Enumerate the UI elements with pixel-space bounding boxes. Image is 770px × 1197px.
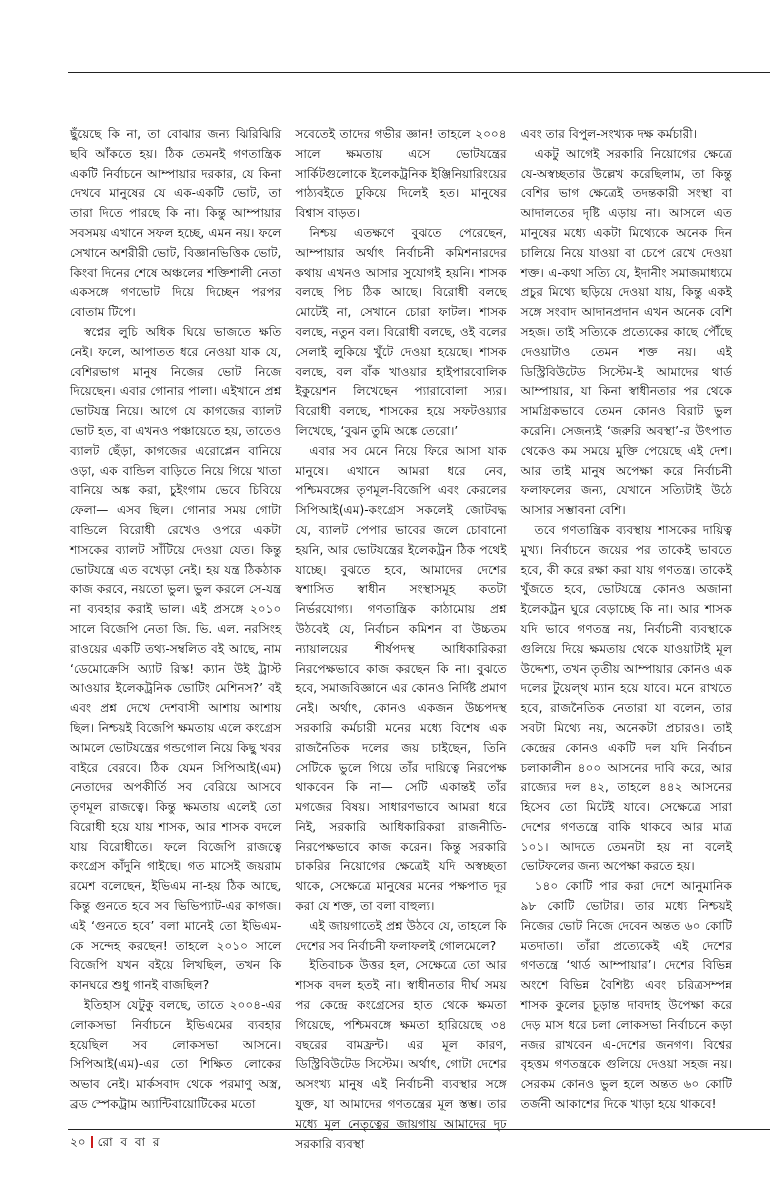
- header-rule: [68, 72, 770, 73]
- article-column-3: [521, 125, 732, 1125]
- folio-separator: [91, 1136, 93, 1148]
- page-footer: [70, 1133, 161, 1151]
- paragraph: এবং তার বিপুল-সংখ্যক দক্ষ কর্মচারী।: [520, 127, 698, 141]
- article-column-2: [295, 125, 507, 1151]
- paragraph: নিশ্চয় এতক্ষণে বুঝতে পেরেছেন, আম্পায়ার অর্থাৎ নির্বাচনী কমিশনারদের কথায় এখনও আসার সুযোগই হয়নি। শাসক বলছে পিচ ঠিক আছে। বিরোধী বলছে মোটেই না, সেখানে চোরা ফাটল। শাসক বলছে, নতুন বল। বিরোধী বলছে, ওই বলের সেলাই লুকিয়ে খুঁটে দেওয়া হয়েছে। শাসক বলছে, বল বাঁক খাওয়ার হাইপারবোলিক ইকুয়েশন লিখেছেন প্যারাবোলা স্যর। বিরোধী বলছে, শাসকের হয়ে সফটওয়্যার লিখেছে, ‘বুঝন তুমি অঙ্কে তেরো।’: [295, 225, 507, 438]
- paragraph: তবে গণতান্ত্রিক ব্যবস্থায় শাসকের দায়িত্ব মুখ্য। নির্বাচনে জয়ের পর তাকেই ভাবতে হবে, কী করে রক্ষা করা যায় গণতন্ত্র। তাকেই খুঁজতে হবে, ভোটযন্ত্রে কোনও অজানা ইলেকট্রন ঘুরে বেড়াচ্ছে কি না। আর শাসক যদি ভাবে গণতন্ত্র নয়, নির্বাচনী ব্যবস্থাকে গুলিয়ে দিয়ে ক্ষমতায় থেকে যাওয়াটাই মূল উদ্দেশ্য, তখন তৃতীয় আম্পায়ার কোনও এক দলের টুয়েল্‌থ ম্যান হয়ে যাবে। মনে রাখতে হবে, রাজনৈতিক নেতারা যা বলেন, তার সবটা মিথ্যে নয়, অনেকটা প্রচারও। তাই কেন্দ্রের কোনও একটি দল যদি নির্বাচন চলাকালীন ৪০০ আসনের দাবি করে, আর রাজ্যের দল ৪২, তাহলে ৪৪২ আসনের হিসেব তো মিটেই যাবে। সেক্ষেত্রে সারা দেশের গণতন্ত্রে বাকি থাকবে আর মাত্র ১০১। আদতে তেমনটা হয় না বলেই ভোটফলের জন্য অপেক্ষা করতে হয়।: [520, 522, 732, 874]
- paragraph: একটু আগেই সরকারি নিয়োগের ক্ষেত্রে যে-অস্বচ্ছতার উল্লেখ করেছিলাম, তা কিন্তু বেশির ভাগ ক্ষেত্রেই তদন্তকারী সংস্থা বা আদালতের দৃষ্টি এড়ায় না। আসলে এত মানুষের মধ্যে একটা মিথ্যেকে অনেক দিন চালিয়ে নিয়ে যাওয়া বা চেপে রেখে দেওয়া শক্ত। এ-কথা সত্যি যে, ইদানীং সমাজমাধ্যমে প্রচুর মিথ্যে ছড়িয়ে দেওয়া যায়, কিন্তু একই সঙ্গে সংবাদ আদানপ্রদান এখন অনেক বেশি সহজ। তাই সত্যিকে প্রত্যেকের কাছে পৌঁছে দেওয়াটাও তেমন শক্ত নয়। এই ডিস্ট্রিবিউটেড সিস্টেম-ই আমাদের থার্ড আম্পায়ার, যা কিনা স্বাধীনতার পর থেকে সামগ্রিকভাবে তেমন কোনও বিরাট ভুল করেনি। সেজন্যই ‘জরুরি অবস্থা’-র উৎপাত থেকেও কম সময়ে মুক্তি পেয়েছে এই দেশ। আর তাই মানুষ অপেক্ষা করে নির্বাচনী ফলাফলের জন্য, যেখানে সত্যিটাই উঠে আসার সম্ভাবনা বেশি।: [520, 146, 732, 518]
- paragraph: এই জায়গাতেই প্রশ্ন উঠবে যে, তাহলে কি দেশের সব নির্বাচনী ফলাফলই গোলমেলে?: [295, 918, 507, 953]
- paragraph: এবার সব মেনে নিয়ে ফিরে আসা যাক মানুষে। এখানে আমরা ধরে নেব, পশ্চিমবঙ্গের তৃণমূল-বিজেপি এবং কেরলের সিপিআই(এম)-কংগ্রেস সকলেই জোটবদ্ধ যে, ব্যালট পেপার ভাবের জলে চোবানো হয়নি, আর ভোটযন্ত্রের ইলেকট্রন ঠিক পথেই যাচ্ছে। বুঝতে হবে, আমাদের দেশের স্বশাসিত স্বাধীন সংস্থাসমূহ কতটা নির্ভরযোগ্য। গণতান্ত্রিক কাঠামোয় প্রশ্ন উঠবেই যে, নির্বাচন কমিশন বা উচ্চতম ন্যায়ালয়ের শীর্ষপদস্থ আধিকারিকরা নিরপেক্ষভাবে কাজ করছেন কি না। বুঝতে হবে, সমাজবিজ্ঞানে এর কোনও নির্দিষ্ট প্রমাণ নেই। অর্থাৎ, কোনও একজন উচ্চপদস্থ সরকারি কর্মচারী মনের মধ্যে বিশেষ এক রাজনৈতিক দলের জয় চাইছেন, তিনি সেটিকে ভুলে গিয়ে তাঁর দায়িত্বে নিরপেক্ষ থাকবেন কি না— সেটি একান্তই তাঁর মগজের বিষয়। সাধারণভাবে আমরা ধরে নিই, সরকারি আধিকারিকরা রাজনীতি-নিরপেক্ষভাবে কাজ করেন। কিন্তু সরকারি চাকরির নিয়োগের ক্ষেত্রেই যদি অস্বচ্ছতা থাকে, সেক্ষেত্রে মানুষের মনের পক্ষপাত দূর করা যে শক্ত, তা বলা বাহুল্য।: [295, 443, 507, 914]
- paragraph: ছুঁয়েছে কি না, তা বোঝার জন্য ঝিরিঝিরি ছবি আঁকতে হয়। ঠিক তেমনই গণতান্ত্রিক একটি নির্বাচনে আম্পায়ার দরকার, যে কিনা দেখবে মানুষের যে এক-একটি ভোট, তা তারা দিতে পারছে কি না। কিন্তু আম্পায়ার সবসময় এখানে সফল হচ্ছে, এমন নয়। ফলে সেখানে অশরীরী ভোট, বিজ্ঞানভিত্তিক ভোট, কিংবা দিনের শেষে অঞ্চলের শক্তিশালী নেতা একসঙ্গে গণভোট দিয়ে দিচ্ছেন পরপর বোতাম টিপে।: [70, 127, 282, 320]
- article-column-1: [70, 125, 281, 1125]
- paragraph: ইতিবাচক উত্তর হল, সেক্ষেত্রে তো আর শাসক বদল হতই না। স্বাধীনতার দীর্ঘ সময় পর কেন্দ্রে কংগ্রেসের হাত থেকে ক্ষমতা গিয়েছে, পশ্চিমবঙ্গে ক্ষমতা হারিয়েছে ৩৪ বছরের বামফ্রন্ট। এর মূল কারণ, ডিস্ট্রিবিউটেড সিস্টেম। অর্থাৎ, গোটা দেশের অসংখ্য মানুষ এই নির্বাচনী ব্যবস্থার সঙ্গে যুক্ত, যা আমাদের গণতন্ত্রের মূল স্তম্ভ। তার মধ্যে মূল নেতৃত্বের জায়গায় আমাদের দৃঢ় সরকারি ব্যবস্থা: [295, 958, 507, 1151]
- paragraph: স্বপ্নের লুচি অধিক ঘিয়ে ভাজতে ক্ষতি নেই। ফলে, আপাতত ধরে নেওয়া যাক যে, বেশিরভাগ মানুষ নিজের ভোট নিজে দিয়েছেন। এবার গোনার পালা। এইখানে প্রশ্ন ভোটযন্ত্র নিয়ে। আগে যে কাগজের ব্যালট ভোট হত, বা এখনও পঞ্চায়েতে হয়, তাতেও ব্যালট ছেঁড়া, কাগজের এরোপ্লেন বানিয়ে ওড়া, এক বান্ডিল বাড়িতে নিয়ে গিয়ে খাতা বানিয়ে অঙ্ক করা, চুইংগাম ভেবে চিবিয়ে ফেলা— এসব ছিল। গোনার সময় গোটা বান্ডিলে বিরোধী রেখেও ওপরে একটা শাসকের ব্যালট সাঁটিয়ে দেওয়া যেত। কিন্তু ভোটযন্ত্রে এত বখেড়া নেই। হয় যন্ত্র ঠিকঠাক কাজ করবে, নয়তো ভুল। ভুল করলে সে-যন্ত্র না ব্যবহার করাই ভাল। এই প্রসঙ্গে ২০১০ সালে বিজেপি নেতা জি. ভি. এল. নরসিংহ রাওয়ের একটি তথ্য-সম্বলিত বই আছে, নাম ‘ডেমোক্রেসি অ্যাট রিস্ক! ক্যান উই ট্রাস্ট আওয়ার ইলেকট্রনিক ভোটিং মেশিনস?’ বই এবং প্রশ্ন দেখে দেশবাসী আশায় আশায় ছিল। নিশ্চয়ই বিজেপি ক্ষমতায় এলে কংগ্রেস আমলে ভোটযন্ত্রের গন্ডগোল নিয়ে কিছু খবর বাইরে বেরবে। ঠিক যেমন সিপিআই(এম) নেতাদের অপকীর্তি সব বেরিয়ে আসবে তৃণমূল রাজত্বে। কিন্তু ক্ষমতায় এলেই তো বিরোধী হয়ে যায় শাসক, আর শাসক বদলে যায় বিরোধীতে। ফলে বিজেপি রাজত্বে কংগ্রেস কাঁদুনি গাইছে। গত মাসেই জয়রাম রমেশ বলেছেন, ইভিএম না-হয় ঠিক আছে, কিন্তু গুনতে হবে সব ভিভিপ্যাট-এর কাগজ। এই ‘গুনতে হবে’ বলা মানেই তো ইভিএম-কে সন্দেহ করছেন! তাহলে ২০১০ সালে বিজেপি যখন বইয়ে লিখছিল, তখন কি কানঘরে শুধু গানই বাজছিল?: [70, 324, 282, 993]
- page-number: ২০: [70, 1135, 86, 1149]
- magazine-name: রো ব বা র: [97, 1135, 162, 1149]
- paragraph: ১৪০ কোটি পার করা দেশে আনুমানিক ৯৮ কোটি ভোটার। তার মধ্যে নিশ্চয়ই নিজের ভোট নিজে দেবেন অন্তত ৬০ কোটি মতদাতা। তাঁরা প্রত্যেকেই এই দেশের গণতন্ত্রে ‘থার্ড আম্পায়ার’। দেশের বিভিন্ন অংশে বিভিন্ন বৈশিষ্ট্য এবং চরিত্রসম্পন্ন শাসক কুলের চূড়ান্ত দাবদাহ উপেক্ষা করে দেড় মাস ধরে চলা লোকসভা নির্বাচনে কড়া নজর রাখবেন এ-দেশের জনগণ। বিশ্বের বৃহত্তম গণতন্ত্রকে গুলিয়ে দেওয়া সহজ নয়। সেরকম কোনও ভুল হলে অন্তত ৬০ কোটি তর্জনী আকাশের দিকে খাড়া হয়ে থাকবে!: [520, 879, 732, 1112]
- paragraph: সবেতেই তাদের গভীর জ্ঞান! তাহলে ২০০৪ সালে ক্ষমতায় এসে ভোটযন্ত্রের সার্কিটগুলোকে ইলেকট্রনিক ইঞ্জিনিয়ারিংয়ের পাঠ্যবইতে ঢুকিয়ে দিলেই হত। মানুষের বিশ্বাস বাড়ত।: [295, 127, 507, 221]
- paragraph: ইতিহাস যেটুকু বলছে, তাতে ২০০৪-এর লোকসভা নির্বাচনে ইভিএমের ব্যবহার হয়েছিল সব লোকসভা আসনে। সিপিআই(এম)-এর তো শিক্ষিত লোকের অভাব নেই। মার্কসবাদ থেকে পরমাণু অস্ত্র, ব্রড স্পেকট্রাম অ্যান্টিবায়োটিকের মতো: [70, 998, 282, 1112]
- footer-rule: [68, 1129, 770, 1130]
